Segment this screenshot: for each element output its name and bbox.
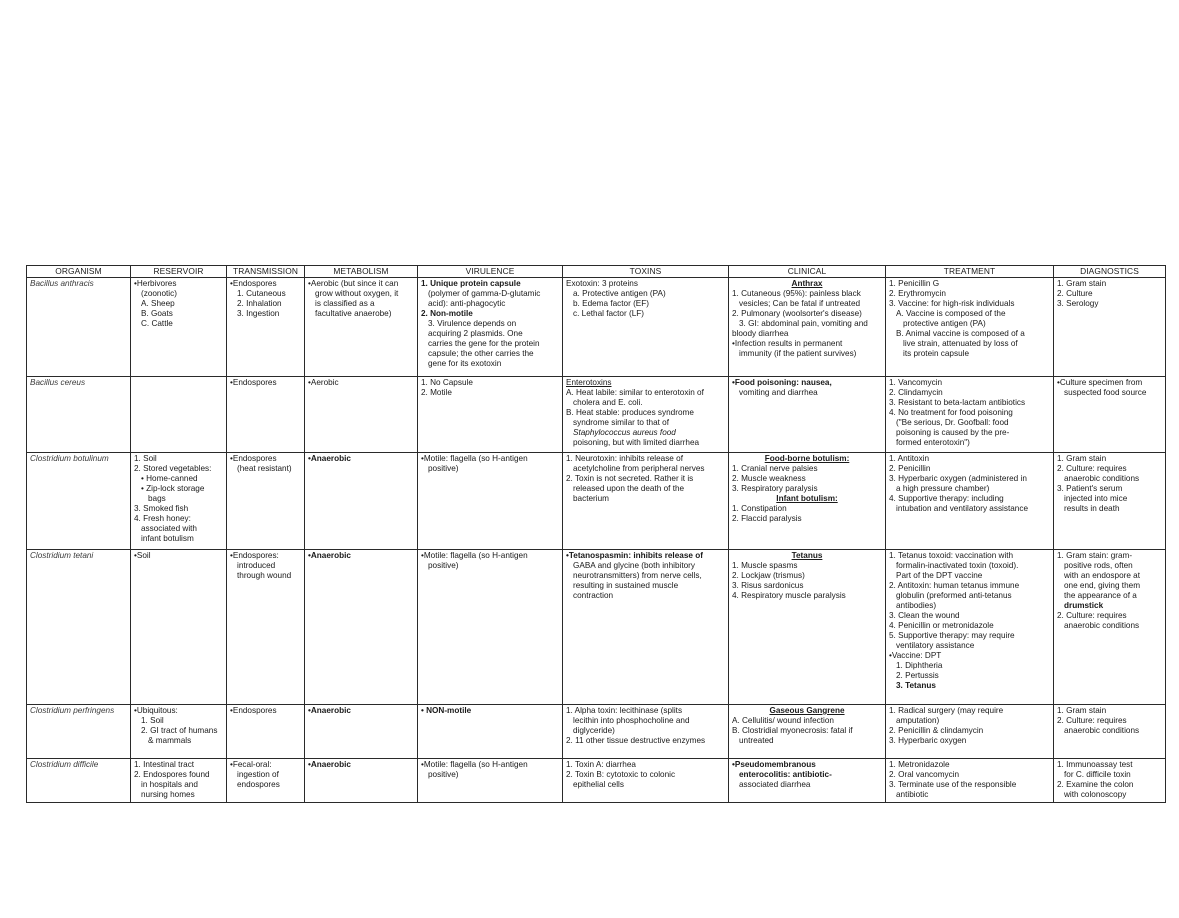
cell-line: is classified as a <box>315 299 375 308</box>
cell-line: facultative anaerobe) <box>315 309 392 318</box>
cell-metabolism <box>305 759 418 803</box>
cell-line: capsule; the other carries the <box>428 349 534 358</box>
cell-line: • Zip-lock storage <box>141 484 205 493</box>
column-header-metabolism: METABOLISM <box>305 266 418 278</box>
cell-line: associated diarrhea <box>739 780 811 789</box>
cell-line: diglyceride) <box>573 726 615 735</box>
cell-line: Staphylococcus aureus food <box>573 428 676 437</box>
cell-line: 4. No treatment for food poisoning <box>889 408 1013 417</box>
cell-line: 3. Hyperbaric oxygen (administered in <box>889 474 1027 483</box>
cell-line: 2. Culture: requires <box>1057 611 1127 620</box>
cell-line: a high pressure chamber) <box>896 484 990 493</box>
cell-line: & mammals <box>148 736 192 745</box>
cell-line: through wound <box>237 571 292 580</box>
cell-metabolism <box>305 377 418 453</box>
cell-virulence <box>418 453 563 550</box>
cell-line: Exotoxin: 3 proteins <box>566 279 638 288</box>
cell-line: ingestion of <box>237 770 279 779</box>
column-header-reservoir: RESERVOIR <box>131 266 227 278</box>
cell-line: 2. Toxin B: cytotoxic to colonic <box>566 770 676 779</box>
cell-treatment <box>886 705 1054 759</box>
cell-line: B. Goats <box>141 309 173 318</box>
cell-line: 1. Gram stain <box>1057 454 1107 463</box>
cell-line: grow without oxygen, it <box>315 289 399 298</box>
cell-line: 2. Pertussis <box>896 671 939 680</box>
cell-line: antibiotic <box>896 790 929 799</box>
cell-line: cholera and E. coli. <box>573 398 643 407</box>
cell-line: 1. Metronidazole <box>889 760 950 769</box>
cell-line: b. Edema factor (EF) <box>573 299 649 308</box>
cell-line: in hospitals and <box>141 780 198 789</box>
cell-line: A. Heat labile: similar to enterotoxin of <box>566 388 704 397</box>
cell-line: bloody diarrhea <box>732 329 789 338</box>
cell-line: 1. Unique protein capsule <box>421 279 521 288</box>
cell-line: intubation and ventilatory assistance <box>896 504 1028 513</box>
cell-line: for C. difficile toxin <box>1064 770 1131 779</box>
cell-line: 2. Antitoxin: human tetanus immune <box>889 581 1020 590</box>
cell-line: with an endospore at <box>1064 571 1141 580</box>
cell-metabolism <box>305 550 418 705</box>
cell-line: A. Cellulitis/ wound infection <box>732 716 834 725</box>
cell-line: •Aerobic <box>308 378 339 387</box>
cell-line: epithelial cells <box>573 780 624 789</box>
cell-line: contraction <box>573 591 614 600</box>
cell-line: 2. Flaccid paralysis <box>732 514 802 523</box>
cell-virulence <box>418 759 563 803</box>
cell-line: •Endospores <box>230 454 277 463</box>
cell-line: Part of the DPT vaccine <box>896 571 983 580</box>
cell-line: •Endospores <box>230 378 277 387</box>
cell-line: the appearance of a <box>1064 591 1137 600</box>
cell-line: 4. Fresh honey: <box>134 514 191 523</box>
column-header-toxins: TOXINS <box>563 266 729 278</box>
cell-line: protective antigen (PA) <box>903 319 986 328</box>
cell-toxins <box>563 550 729 705</box>
cell-line: (heat resistant) <box>237 464 292 473</box>
cell-line: immunity (if the patient survives) <box>739 349 857 358</box>
cell-metabolism <box>305 278 418 377</box>
cell-line: 2. Culture <box>1057 289 1093 298</box>
cell-reservoir <box>131 550 227 705</box>
cell-line: untreated <box>739 736 774 745</box>
cell-treatment <box>886 759 1054 803</box>
cell-line: 1. Cutaneous <box>237 289 286 298</box>
cell-line: amputation) <box>896 716 940 725</box>
cell-line: Food-borne botulism: <box>764 454 850 463</box>
column-header-clinical: CLINICAL <box>729 266 886 278</box>
column-header-transmission: TRANSMISSION <box>227 266 305 278</box>
cell-reservoir <box>131 377 227 453</box>
cell-line: •Aerobic (but since it can <box>308 279 399 288</box>
cell-line: 2. Pulmonary (woolsorter's disease) <box>732 309 862 318</box>
cell-virulence <box>418 278 563 377</box>
cell-line: 3. Smoked fish <box>134 504 189 513</box>
cell-line: acquiring 2 plasmids. One <box>428 329 523 338</box>
cell-toxins <box>563 759 729 803</box>
cell-line: introduced <box>237 561 276 570</box>
table-row <box>27 550 1166 705</box>
cell-clinical <box>729 550 886 705</box>
cell-line: •Culture specimen from <box>1057 378 1143 387</box>
table-row <box>27 453 1166 550</box>
cell-transmission <box>227 377 305 453</box>
cell-line: enterocolitis: antibiotic- <box>739 770 832 779</box>
cell-line: (zoonotic) <box>141 289 177 298</box>
cell-line: A. Sheep <box>141 299 175 308</box>
cell-line: 1. Intestinal tract <box>134 760 195 769</box>
column-header-diagnostics: DIAGNOSTICS <box>1054 266 1166 278</box>
cell-treatment <box>886 377 1054 453</box>
cell-clinical <box>729 377 886 453</box>
cell-diagnostics <box>1054 550 1166 705</box>
cell-line: 3. Ingestion <box>237 309 280 318</box>
cell-organism: Clostridium difficile <box>27 759 131 803</box>
cell-line: 2. Culture: requires <box>1057 464 1127 473</box>
cell-virulence <box>418 377 563 453</box>
cell-line: C. Cattle <box>141 319 173 328</box>
cell-line: (polymer of gamma-D-glutamic <box>428 289 541 298</box>
cell-line: •Motile: flagella (so H-antigen <box>421 454 528 463</box>
cell-line: 1. Alpha toxin: lecithinase (splits <box>566 706 683 715</box>
cell-line: 3. Virulence depends on <box>428 319 517 328</box>
header-row <box>27 266 1166 278</box>
cell-line: 1. No Capsule <box>421 378 473 387</box>
table-row <box>27 278 1166 377</box>
cell-line: 1. Cutaneous (95%): painless black <box>732 289 861 298</box>
cell-line: 2. Culture: requires <box>1057 716 1127 725</box>
cell-line: one end, giving them <box>1064 581 1141 590</box>
cell-line: live strain, attenuated by loss of <box>903 339 1018 348</box>
cell-line: •Tetanospasmin: inhibits release of <box>566 551 703 560</box>
cell-metabolism <box>305 705 418 759</box>
cell-line: •Anaerobic <box>308 706 351 715</box>
cell-line: ("Be serious, Dr. Goofball: food <box>896 418 1009 427</box>
cell-toxins <box>563 705 729 759</box>
cell-line: 2. Inhalation <box>237 299 282 308</box>
cell-line: c. Lethal factor (LF) <box>573 309 644 318</box>
cell-line: 3. Serology <box>1057 299 1099 308</box>
cell-line: ventilatory assistance <box>896 641 975 650</box>
cell-line: •Pseudomembranous <box>732 760 816 769</box>
cell-line: formalin-inactivated toxin (toxoid). <box>896 561 1019 570</box>
cell-line: 3. Tetanus <box>896 681 936 690</box>
cell-line: 2. Clindamycin <box>889 388 943 397</box>
cell-line: vomiting and diarrhea <box>739 388 818 397</box>
cell-line: anaerobic conditions <box>1064 726 1140 735</box>
cell-organism: Bacillus cereus <box>27 377 131 453</box>
cell-line: 4. Penicillin or metronidazole <box>889 621 994 630</box>
cell-line: 1. Gram stain <box>1057 279 1107 288</box>
cell-clinical <box>729 705 886 759</box>
cell-line: •Endospores: <box>230 551 279 560</box>
cell-line: 2. Toxin is not secreted. Rather it is <box>566 474 694 483</box>
cell-toxins <box>563 278 729 377</box>
cell-line: Infant botulism: <box>776 494 838 503</box>
cell-line: 2. Endospores found <box>134 770 210 779</box>
cell-line: 3. Hyperbaric oxygen <box>889 736 967 745</box>
cell-line: vesicles; Can be fatal if untreated <box>739 299 861 308</box>
cell-line: anaerobic conditions <box>1064 621 1140 630</box>
cell-line: 1. Penicillin G <box>889 279 940 288</box>
cell-line: 2. Stored vegetables: <box>134 464 212 473</box>
cell-line: •Anaerobic <box>308 760 351 769</box>
cell-line: 3. Resistant to beta-lactam antibiotics <box>889 398 1026 407</box>
cell-line: Anthrax <box>791 279 823 288</box>
cell-transmission <box>227 759 305 803</box>
cell-transmission <box>227 705 305 759</box>
cell-transmission <box>227 550 305 705</box>
column-header-organism: ORGANISM <box>27 266 131 278</box>
cell-line: •Infection results in permanent <box>732 339 843 348</box>
cell-line: 2. Lockjaw (trismus) <box>732 571 805 580</box>
cell-line: 1. Cranial nerve palsies <box>732 464 818 473</box>
cell-transmission <box>227 453 305 550</box>
cell-line: injected into mice <box>1064 494 1128 503</box>
cell-line: •Vaccine: DPT <box>889 651 942 660</box>
cell-transmission <box>227 278 305 377</box>
cell-reservoir <box>131 453 227 550</box>
cell-line: •Soil <box>134 551 151 560</box>
cell-line: positive) <box>428 770 459 779</box>
cell-line: nursing homes <box>141 790 195 799</box>
column-header-treatment: TREATMENT <box>886 266 1054 278</box>
cell-line: •Fecal-oral: <box>230 760 272 769</box>
cell-line: positive) <box>428 464 459 473</box>
cell-line: 2. Oral vancomycin <box>889 770 960 779</box>
cell-organism: Clostridium perfringens <box>27 705 131 759</box>
cell-line: a. Protective antigen (PA) <box>573 289 666 298</box>
cell-diagnostics <box>1054 453 1166 550</box>
cell-line: 2. 11 other tissue destructive enzymes <box>566 736 706 745</box>
cell-line: 1. Diphtheria <box>896 661 943 670</box>
cell-line: 1. Immunoassay test <box>1057 760 1133 769</box>
cell-reservoir <box>131 278 227 377</box>
cell-line: 3. Patient's serum <box>1057 484 1123 493</box>
cell-diagnostics <box>1054 377 1166 453</box>
cell-line: drumstick <box>1064 601 1104 610</box>
cell-line: its protein capsule <box>903 349 969 358</box>
cell-line: 1. Gram stain: gram- <box>1057 551 1133 560</box>
cell-clinical <box>729 759 886 803</box>
cell-line: Tetanus <box>791 551 823 560</box>
cell-metabolism <box>305 453 418 550</box>
cell-line: results in death <box>1064 504 1120 513</box>
cell-line: endospores <box>237 780 280 789</box>
cell-line: 3. GI: abdominal pain, vomiting and <box>739 319 868 328</box>
cell-line: anaerobic conditions <box>1064 474 1140 483</box>
cell-line: • NON-motile <box>421 706 472 715</box>
cell-line: 1. Constipation <box>732 504 787 513</box>
cell-line: 2. Penicillin <box>889 464 931 473</box>
cell-reservoir <box>131 705 227 759</box>
cell-line: •Ubiquitous: <box>134 706 178 715</box>
cell-diagnostics <box>1054 705 1166 759</box>
cell-organism: Clostridium tetani <box>27 550 131 705</box>
cell-line: •Endospores <box>230 279 277 288</box>
cell-line: 5. Supportive therapy: may require <box>889 631 1015 640</box>
cell-line: 2. Examine the colon <box>1057 780 1134 789</box>
cell-line: 1. Neurotoxin: inhibits release of <box>566 454 683 463</box>
cell-virulence <box>418 705 563 759</box>
cell-treatment <box>886 278 1054 377</box>
cell-line: 3. Respiratory paralysis <box>732 484 818 493</box>
cell-line: formed enterotoxin") <box>896 438 970 447</box>
cell-line: 3. Terminate use of the responsible <box>889 780 1017 789</box>
cell-line: 2. Muscle weakness <box>732 474 806 483</box>
cell-line: neurotransmitters) from nerve cells, <box>573 571 702 580</box>
cell-toxins <box>563 377 729 453</box>
cell-clinical <box>729 278 886 377</box>
cell-line: syndrome similar to that of <box>573 418 670 427</box>
cell-line: A. Vaccine is composed of the <box>896 309 1006 318</box>
cell-line: positive rods, often <box>1064 561 1133 570</box>
cell-line: acid): anti-phagocytic <box>428 299 506 308</box>
cell-line: bacterium <box>573 494 609 503</box>
comparison-table-sheet <box>26 265 1165 803</box>
cell-line: with colonoscopy <box>1064 790 1127 799</box>
cell-toxins <box>563 453 729 550</box>
cell-line: 4. Supportive therapy: including <box>889 494 1004 503</box>
cell-line: carries the gene for the protein <box>428 339 540 348</box>
cell-line: •Motile: flagella (so H-antigen <box>421 551 528 560</box>
cell-line: • Home-canned <box>141 474 198 483</box>
cell-line: 4. Respiratory muscle paralysis <box>732 591 846 600</box>
cell-line: B. Clostridial myonecrosis: fatal if <box>732 726 853 735</box>
cell-line: infant botulism <box>141 534 194 543</box>
cell-clinical <box>729 453 886 550</box>
cell-line: positive) <box>428 561 459 570</box>
cell-diagnostics <box>1054 278 1166 377</box>
cell-line: B. Animal vaccine is composed of a <box>896 329 1025 338</box>
cell-line: associated with <box>141 524 197 533</box>
cell-line: 3. Clean the wound <box>889 611 960 620</box>
cell-reservoir <box>131 759 227 803</box>
table-row <box>27 705 1166 759</box>
cell-line: 1. Soil <box>141 716 164 725</box>
cell-line: bags <box>148 494 166 503</box>
column-header-virulence: VIRULENCE <box>418 266 563 278</box>
cell-virulence <box>418 550 563 705</box>
cell-organism: Clostridium botulinum <box>27 453 131 550</box>
table-row <box>27 377 1166 453</box>
cell-line: 3. Vaccine: for high-risk individuals <box>889 299 1015 308</box>
cell-treatment <box>886 453 1054 550</box>
cell-line: 1. Antitoxin <box>889 454 930 463</box>
cell-line: lecithin into phosphocholine and <box>573 716 690 725</box>
cell-line: 1. Muscle spasms <box>732 561 798 570</box>
cell-line: acetylcholine from peripheral nerves <box>573 464 705 473</box>
cell-line: B. Heat stable: produces syndrome <box>566 408 694 417</box>
cell-line: poisoning, but with limited diarrhea <box>573 438 700 447</box>
cell-line: 2. Motile <box>421 388 452 397</box>
cell-line: •Herbivores <box>134 279 177 288</box>
cell-line: GABA and glycine (both inhibitory <box>573 561 695 570</box>
bacteria-comparison-table <box>26 265 1166 803</box>
cell-line: •Anaerobic <box>308 551 351 560</box>
cell-line: antibodies) <box>896 601 937 610</box>
cell-line: •Motile: flagella (so H-antigen <box>421 760 528 769</box>
cell-line: •Endospores <box>230 706 277 715</box>
cell-line: resulting in sustained muscle <box>573 581 679 590</box>
cell-line: gene for its exotoxin <box>428 359 502 368</box>
cell-line: 1. Toxin A: diarrhea <box>566 760 636 769</box>
cell-line: 2. Erythromycin <box>889 289 946 298</box>
cell-line: •Anaerobic <box>308 454 351 463</box>
cell-line: Enterotoxins <box>566 378 612 387</box>
cell-diagnostics <box>1054 759 1166 803</box>
cell-line: poisoning is caused by the pre- <box>896 428 1010 437</box>
cell-line: 1. Radical surgery (may require <box>889 706 1004 715</box>
cell-line: 1. Soil <box>134 454 157 463</box>
cell-treatment <box>886 550 1054 705</box>
cell-line: globulin (preformed anti-tetanus <box>896 591 1012 600</box>
cell-line: 1. Gram stain <box>1057 706 1107 715</box>
cell-line: 1. Tetanus toxoid: vaccination with <box>889 551 1014 560</box>
cell-line: Gaseous Gangrene <box>769 706 845 715</box>
cell-line: 2. Penicillin & clindamycin <box>889 726 984 735</box>
cell-line: suspected food source <box>1064 388 1147 397</box>
table-body <box>27 278 1166 803</box>
cell-line: •Food poisoning: nausea, <box>732 378 832 387</box>
cell-line: 2. GI tract of humans <box>141 726 218 735</box>
cell-line: 3. Risus sardonicus <box>732 581 804 590</box>
cell-organism: Bacillus anthracis <box>27 278 131 377</box>
cell-line: released upon the death of the <box>573 484 685 493</box>
table-row <box>27 759 1166 803</box>
cell-line: 1. Vancomycin <box>889 378 943 387</box>
cell-line: 2. Non-motile <box>421 309 473 318</box>
